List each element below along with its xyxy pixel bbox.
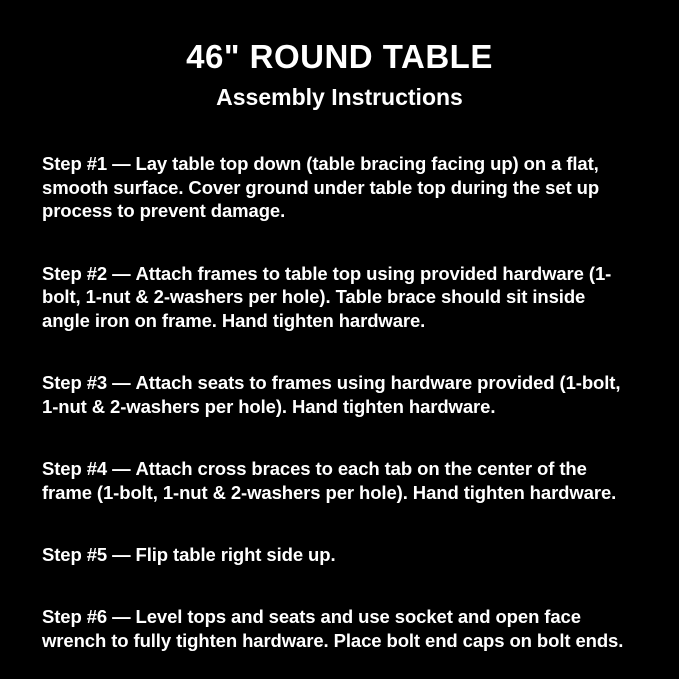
list-item: [42, 605, 637, 652]
list-item: [42, 152, 637, 223]
list-item: [42, 457, 637, 504]
step-label: Step #5: [42, 543, 108, 565]
step-separator: —: [112, 605, 131, 627]
step-separator: —: [112, 372, 131, 394]
step-text: Attach cross braces to each tab on the center of the frame (1-bolt, 1-nut & 2-washers per hole). Hand tighten hardware.: [42, 457, 617, 503]
step-text: Lay table top down (table bracing facing up) on a flat, smooth surface. Cover ground under table top during the set up process to prevent damage.: [42, 153, 600, 222]
step-separator: —: [112, 457, 131, 479]
steps-list: [42, 134, 637, 653]
step-label: Step #4: [42, 457, 108, 479]
list-item: [42, 543, 637, 567]
step-label: Step #2: [42, 262, 108, 284]
step-separator: —: [112, 153, 131, 175]
list-item: [42, 262, 637, 333]
page-subtitle: Assembly Instructions: [216, 83, 463, 110]
step-label: Step #1: [42, 153, 108, 175]
step-separator: —: [112, 262, 131, 284]
list-item: [42, 371, 637, 418]
step-text: Flip table right side up.: [135, 543, 336, 565]
step-text: Attach seats to frames using hardware provided (1-bolt, 1-nut & 2-washers per hole). Hand tighten hardware.: [42, 372, 621, 417]
step-label: Step #6: [42, 605, 108, 627]
step-separator: —: [112, 543, 131, 565]
step-text: Attach frames to table top using provided hardware (1-bolt, 1-nut & 2-washers per hole). Table brace should sit inside angle iron on frame. Hand tighten hardware.: [42, 262, 612, 331]
step-label: Step #3: [42, 372, 108, 394]
step-text: Level tops and seats and use socket and open face wrench to fully tighten hardware. Place bolt end caps on bolt ends.: [42, 605, 624, 651]
page-title: 46" ROUND TABLE: [186, 38, 493, 75]
